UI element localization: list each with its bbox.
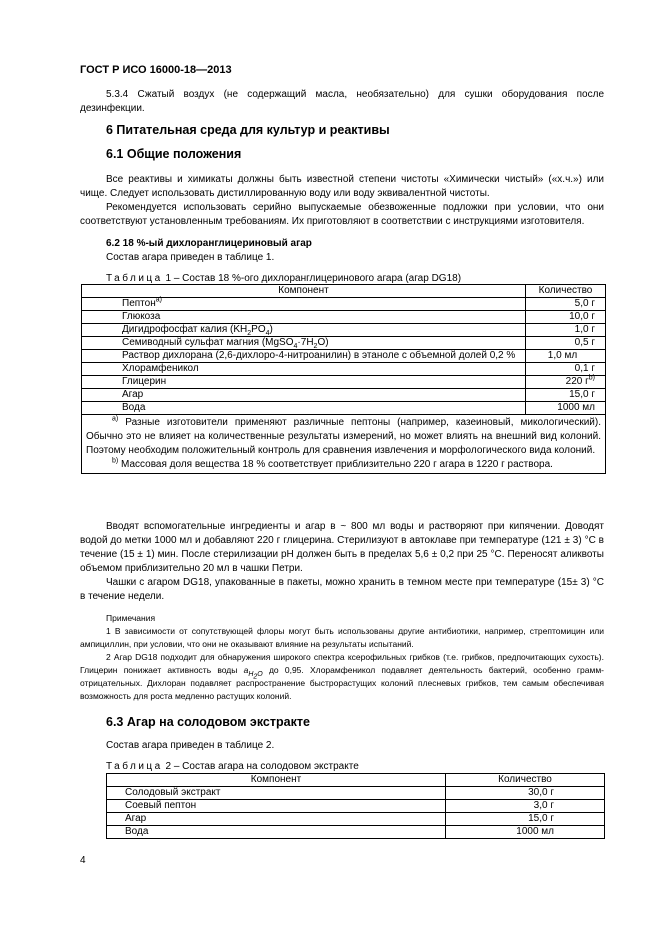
section-6-3-heading: 6.3 Агар на солодовом экстракте xyxy=(106,715,310,729)
table-row xyxy=(82,311,606,324)
paragraph-5-3-4: 5.3.4 Сжатый воздух (не содержащий масла, необязательно) для сушки оборудования после дезинфекции. xyxy=(80,89,604,114)
table-cell-component: Вода xyxy=(82,402,526,415)
table-row xyxy=(107,826,605,839)
table-cell-component: Дигидрофосфат калия $(KH_2PO_4)$ xyxy=(82,324,526,337)
table-cell-qty: 1,0 г xyxy=(526,324,606,337)
section-6-1-heading: 6.1 Общие положения xyxy=(106,147,242,161)
paragraph-6-3: Состав агара приведен в таблице 2. xyxy=(106,740,275,751)
table-row xyxy=(107,787,605,800)
table-1-col-component: Компонент xyxy=(82,285,526,298)
table-1-caption: Таблица 1 – Состав 18 %-ого дихлоранглицеринового агара (агар DG18) xyxy=(106,273,462,284)
table-cell-component: Агар xyxy=(107,813,446,826)
water-activity-symbol: $a_{H_2O}$ xyxy=(243,665,263,681)
table-row xyxy=(82,376,606,389)
paragraph-6-1-a: Все реактивы и химикаты должны быть известной степени чистоты «Химически чистый» («х.ч.») или чище. Следует использовать дистиллированную воду или воду эквивалентной чистоты. xyxy=(80,174,604,199)
table-row xyxy=(82,350,606,363)
table-2 xyxy=(106,773,605,839)
table-cell-component: Соевый пептон xyxy=(107,800,446,813)
paragraph-6-2: Состав агара приведен в таблице 1. xyxy=(106,252,275,263)
section-6-2-heading: 6.2 18 %-ый дихлоранглицериновый агар xyxy=(106,238,312,249)
note-1: 1 В зависимости от сопутствующей флоры могут быть использованы другие антибиотики, например, стрептомицин или ампициллин, при условии, что они не оказывают влияние на результаты испытаний. xyxy=(80,626,604,649)
table-cell-component: Солодовый экстракт xyxy=(107,787,446,800)
section-6-heading: 6 Питательная среда для культур и реактивы xyxy=(106,123,390,137)
table-2-header-row xyxy=(107,774,605,787)
table-2-col-component: Компонент xyxy=(107,774,446,787)
table-cell-component: Глюкоза xyxy=(82,311,526,324)
table-cell-qty: 3,0 г xyxy=(446,800,605,813)
table-cell-qty: 220 $г^{b)}$ xyxy=(526,376,606,389)
table-1-header-row xyxy=(82,285,606,298)
table-cell-qty: 15,0 г xyxy=(526,389,606,402)
table-cell-qty: 10,0 г xyxy=(526,311,606,324)
table-row xyxy=(107,813,605,826)
table-1-footnotes xyxy=(82,415,606,474)
paragraph-6-1-b: Рекомендуется использовать серийно выпускаемые обезвоженные подложки при условии, что они соответствуют установленным требованиям. Их приготовляют в соответствии с инструкциями изготовителя. xyxy=(80,202,604,227)
note-2: 2 Агар DG18 подходит для обнаружения широкого спектра ксерофильных грибков (т.е. грибков, предпочитающих сухость). Глицерин понижает активность воды $a_{H_2O}$ до 0,95. Хлорамфеникол подавляет деятельность бактерий, особенно грамм-отрицательных. Дихлоран подавляет распространение быстрорастущих колоний плесневых грибков, тем самым обеспечивая возможность для роста медленно растущих колоний. xyxy=(80,652,604,702)
table-cell-qty: 15,0 г xyxy=(446,813,605,826)
table-row xyxy=(82,402,606,415)
table-cell-component: Вода xyxy=(107,826,446,839)
page-number: 4 xyxy=(80,855,86,866)
table-cell-component: Семиводный сульфат магния $(MgSO_4\cdot 7H_2O)$ xyxy=(82,337,526,350)
table-row xyxy=(82,389,606,402)
footnote-b: $^{b)}$ Массовая доля вещества 18 % соответствует приблизительно 220 г агара в 1220 г раствора. xyxy=(112,457,553,470)
table-cell-component: Глицерин xyxy=(82,376,526,389)
document-header: ГОСТ Р ИСО 16000-18—2013 xyxy=(80,64,232,76)
paragraph-storage: Чашки с агаром DG18, упакованные в пакеты, можно хранить в темном месте при температуре (15± 3) °С в течение недели. xyxy=(80,577,604,602)
table-cell-qty: 1000 мл xyxy=(526,402,606,415)
table-row xyxy=(82,337,606,350)
table-1-footnote-cell xyxy=(82,415,606,474)
table-row xyxy=(82,324,606,337)
paragraph-preparation: Вводят вспомогательные ингредиенты и агар в ~ 800 мл воды и растворяют при кипячении. Доводят водой до метки 1000 мл и добавляют 220 г глицерина. Стерилизуют в автоклаве при температуре (121 ± 3) °С в течение (15 ± 1) мин. После стерилизации pH должен быть в пределах 5,6 ± 0,2 при 25 °С. Переносят аликвоты объемом приблизительно 20 мл в чашки Петри. xyxy=(80,521,604,574)
table-row xyxy=(82,298,606,311)
table-1 xyxy=(81,284,606,474)
table-row xyxy=(82,363,606,376)
table-row xyxy=(107,800,605,813)
table-cell-qty: 5,0 г xyxy=(526,298,606,311)
table-2-caption: Таблица 2 – Состав агара на солодовом экстракте xyxy=(106,761,359,772)
table-cell-component: Раствор дихлорана (2,6-дихлоро-4-нитроанилин) в этаноле с объемной долей 0,2 % xyxy=(82,350,526,363)
table-cell-qty: 0,5 г xyxy=(526,337,606,350)
table-cell-qty: 0,1 г xyxy=(526,363,606,376)
footnote-a: $^{a)}$ Разные изготовители применяют различные пептоны (например, казеиновый, микологический). Обычно это не влияет на количественные результаты измерений, но может влиять на внешний вид колоний. Поэтому необходим положительный контроль для сравнения извлечения и морфологического вида колоний. xyxy=(86,415,601,456)
table-cell-qty: 1,0 мл xyxy=(526,350,606,363)
table-cell-component: Агар xyxy=(82,389,526,402)
table-1-col-qty: Количество xyxy=(526,285,606,298)
table-2-col-qty: Количество xyxy=(446,774,605,787)
notes-title: Примечания xyxy=(106,613,156,623)
table-cell-qty: 30,0 г xyxy=(446,787,605,800)
table-cell-component: Пептон$^{a)}$ xyxy=(82,298,526,311)
table-cell-component: Хлорамфеникол xyxy=(82,363,526,376)
table-cell-qty: 1000 мл xyxy=(446,826,605,839)
